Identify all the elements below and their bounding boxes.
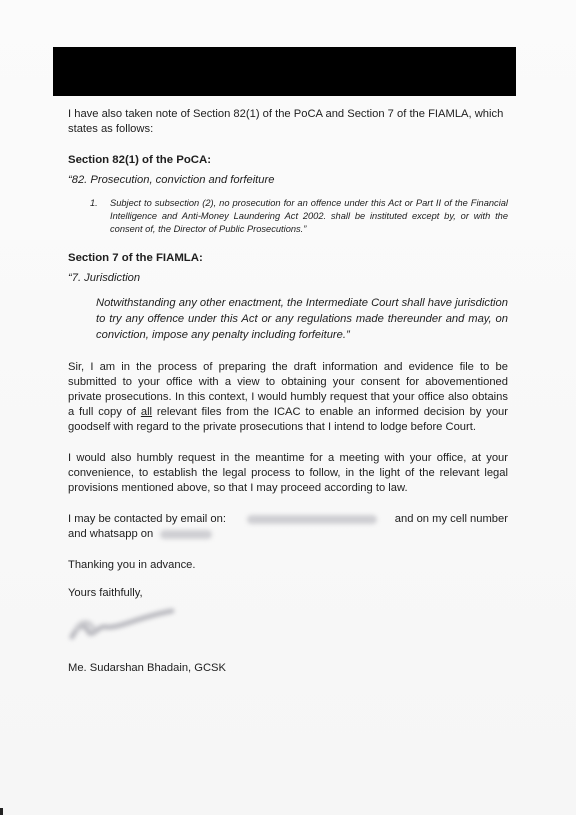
poca-quote-title: “82. Prosecution, conviction and forfeiture: [68, 174, 275, 186]
contact-line-whatsapp: [68, 527, 508, 542]
scan-edge-mark: [0, 808, 3, 815]
process-text-start: Sir, I am in the process of preparing the draft information and evidence file to be submitted to your office with a view to obtaining your consent for abovementioned private prosecutions. In this context, I would humbly request that your office also obtains a full copy of: [68, 361, 508, 418]
redacted-phone: [160, 530, 212, 539]
meeting-paragraph: I would also humbly request in the meantime for a meeting with your office, at your convenience, to establish the legal process to follow, in the light of the relevant legal provisions mentioned above, so that I may proceed according to law.: [68, 452, 508, 494]
process-text-end: relevant files from the ICAC to enable an informed decision by your goodself with regard to the private prosecutions that I intend to lodge before Court.: [68, 406, 508, 433]
letter-body: [68, 107, 508, 676]
poca-item-text: Subject to subsection (2), no prosecution for an offence under this Act or Part II of the Financial Intelligence and Anti-Money Laundering Act 2002. shall be instituted except by, or with the consent of, the Director of Public Prosecutions.”: [110, 198, 508, 234]
process-underlined-word: all: [140, 406, 153, 418]
contact-email-prefix: I may be contacted by email on:: [68, 513, 226, 525]
fiamla-quote-body: Notwithstanding any other enactment, the Intermediate Court shall have jurisdiction to try any offence under this Act or any regulations made thereunder and may, on conviction, impose any penalty including forfeiture.”: [96, 297, 508, 341]
fiamla-quote-title: “7. Jurisdiction: [68, 272, 141, 284]
redacted-letterhead: [53, 47, 516, 96]
thanks-line: Thanking you in advance.: [68, 559, 196, 571]
redacted-signature: [68, 607, 178, 643]
poca-section-heading: Section 82(1) of the PoCA:: [68, 154, 212, 166]
contact-cell-text: and on my cell number: [394, 513, 508, 525]
closing-line: Yours faithfully,: [68, 587, 143, 599]
poca-quote-item: [68, 197, 508, 236]
intro-paragraph: I have also taken note of Section 82(1) of the PoCA and Section 7 of the FIAMLA, which states as follows:: [68, 108, 504, 135]
redacted-email: [247, 515, 377, 524]
process-paragraph: [68, 360, 508, 435]
signatory-name: Me. Sudarshan Bhadain, GCSK: [68, 662, 226, 674]
contact-whatsapp-prefix: and whatsapp on: [68, 528, 154, 540]
signature-image: [68, 607, 178, 643]
contact-line-email: [68, 512, 508, 527]
poca-item-number: 1.: [90, 198, 98, 208]
fiamla-section-heading: Section 7 of the FIAMLA:: [68, 252, 203, 264]
contact-paragraph: [68, 512, 508, 542]
